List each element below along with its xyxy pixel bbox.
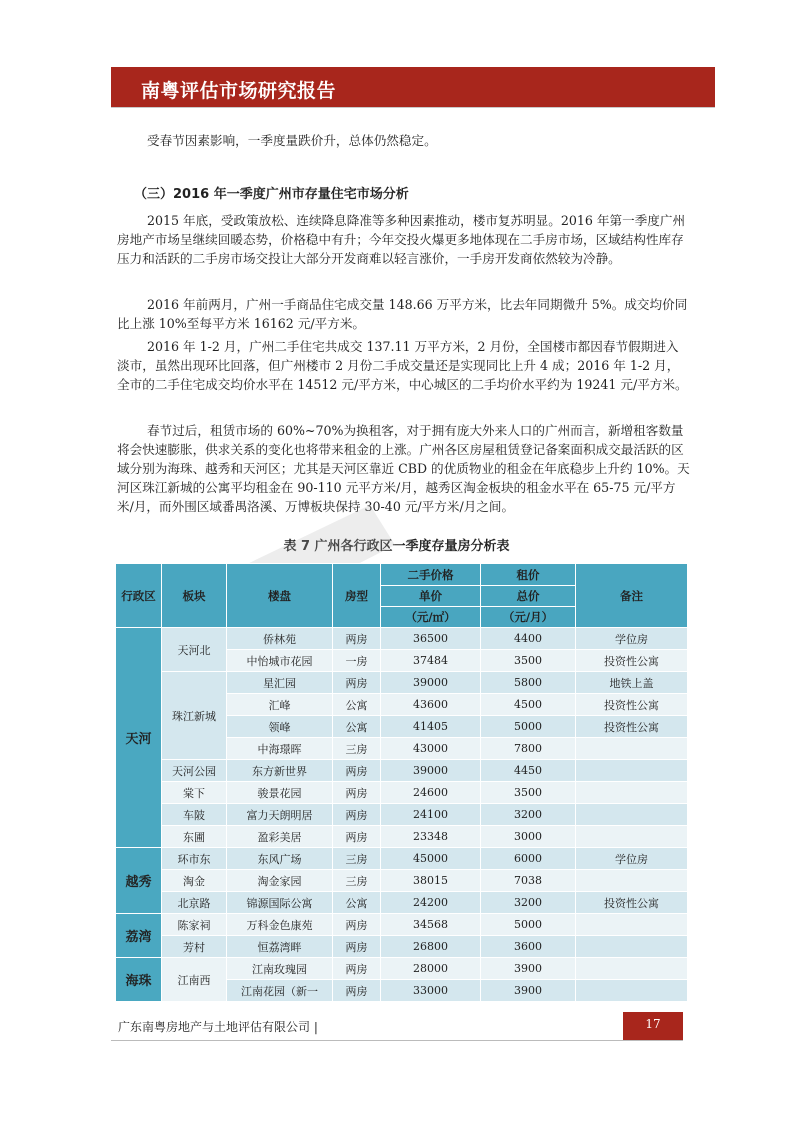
estate-cell: 江南玫瑰园 [227,958,333,980]
table-row [116,804,688,826]
remark-cell: 投资性公寓 [576,694,688,716]
rent-cell: 4450 [481,760,576,782]
type-cell: 两房 [333,782,381,804]
estate-cell: 中怡城市花园 [227,650,333,672]
page-number: 17 [645,1017,661,1031]
remark-cell [576,738,688,760]
unit-price-cell: 37484 [381,650,481,672]
block-cell: 芳村 [162,936,227,958]
remark-cell [576,936,688,958]
header-total-price-unit: （元/月） [481,607,576,628]
paragraph-1: 2015 年底，受政策放松、连续降息降准等多种因素推动，楼市复苏明显。2016 年第一季度广州房地产市场呈继续回暖态势，价格稳中有升；今年交投火爆更多地体现在二手房市场，区域结构性库存压力和活跃的二手房市场交投让大部分开发商难以轻言涨价，一手房开发商依然较为冷静。 [117,213,686,266]
block-cell: 车陂 [162,804,227,826]
unit-price-cell: 41405 [381,716,481,738]
header-unit-price: 单价 [381,586,481,607]
rent-cell: 4400 [481,628,576,650]
remark-cell [576,958,688,980]
type-cell: 三房 [333,848,381,870]
header-unit-price-unit: （元/㎡） [381,607,481,628]
unit-price-cell: 39000 [381,760,481,782]
estate-cell: 东方新世界 [227,760,333,782]
unit-price-cell: 26800 [381,936,481,958]
type-cell: 两房 [333,672,381,694]
remark-cell: 投资性公寓 [576,892,688,914]
table-row [116,914,688,936]
rent-cell: 3500 [481,782,576,804]
remark-cell [576,826,688,848]
stock-housing-table [115,563,688,1002]
estate-cell: 领峰 [227,716,333,738]
unit-price-cell: 45000 [381,848,481,870]
paragraph-3: 2016 年 1-2 月，广州二手住宅共成交 137.11 万平方米，2 月份，全国楼市都因春节假期进入淡市，虽然出现环比回落，但广州楼市 2 月份二手成交量还是实现同比上升 4 成；2016 年 1-2 月，全市的二手住宅成交均价水平在 14512 元/平方米，中心城区的二手均价水平约为 19241 元/平方米。 [117,339,688,392]
header-rent: 租价 [481,564,576,586]
footer-company: 广东南粤房地产与土地评估有限公司 | [118,1020,318,1034]
footer-divider [111,1040,683,1041]
rent-cell: 5000 [481,716,576,738]
paragraph-2: 2016 年前两月，广州一手商品住宅成交量 148.66 万平方米，比去年同期微升 5%。成交均价同比上涨 10%至每平方米 16162 元/平方米。 [117,297,688,331]
rent-cell: 5800 [481,672,576,694]
estate-cell: 盈彩美居 [227,826,333,848]
estate-cell: 江南花园（新一 [227,980,333,1002]
unit-price-cell: 24100 [381,804,481,826]
header-total-price: 总价 [481,586,576,607]
remark-cell [576,914,688,936]
estate-cell: 东风广场 [227,848,333,870]
section-heading: （三）2016 年一季度广州市存量住宅市场分析 [134,187,409,202]
estate-cell: 骏景花园 [227,782,333,804]
table-row [116,870,688,892]
block-cell: 东圃 [162,826,227,848]
header-type: 房型 [333,564,381,628]
unit-price-cell: 24200 [381,892,481,914]
remark-cell [576,980,688,1002]
block-cell: 陈家祠 [162,914,227,936]
table-row [116,936,688,958]
remark-cell [576,870,688,892]
rent-cell: 7038 [481,870,576,892]
header-divider [111,107,715,108]
type-cell: 两房 [333,804,381,826]
block-cell: 珠江新城 [162,672,227,760]
rent-cell: 3000 [481,826,576,848]
rent-cell: 5000 [481,914,576,936]
header-remark: 备注 [576,564,688,628]
header-block: 板块 [162,564,227,628]
type-cell: 两房 [333,760,381,782]
type-cell: 一房 [333,650,381,672]
remark-cell: 学位房 [576,848,688,870]
table-row [116,672,688,694]
type-cell: 两房 [333,826,381,848]
estate-cell: 淘金家园 [227,870,333,892]
type-cell: 两房 [333,914,381,936]
type-cell: 公寓 [333,892,381,914]
rent-cell: 7800 [481,738,576,760]
rent-cell: 3200 [481,892,576,914]
estate-cell: 富力天朗明居 [227,804,333,826]
rent-cell: 3900 [481,958,576,980]
type-cell: 两房 [333,628,381,650]
remark-cell [576,760,688,782]
unit-price-cell: 34568 [381,914,481,936]
table-row [116,892,688,914]
unit-price-cell: 39000 [381,672,481,694]
unit-price-cell: 33000 [381,980,481,1002]
unit-price-cell: 36500 [381,628,481,650]
rent-cell: 3500 [481,650,576,672]
table-row [116,628,688,650]
table-row [116,958,688,980]
intro-line: 受春节因素影响，一季度量跌价升，总体仍然稳定。 [147,133,437,148]
type-cell: 公寓 [333,716,381,738]
district-cell: 越秀 [116,848,162,914]
rent-cell: 3600 [481,936,576,958]
estate-cell: 星汇园 [227,672,333,694]
unit-price-cell: 43000 [381,738,481,760]
estate-cell: 锦源国际公寓 [227,892,333,914]
block-cell: 天河北 [162,628,227,672]
district-cell: 海珠 [116,958,162,1002]
rent-cell: 3200 [481,804,576,826]
header-estate: 楼盘 [227,564,333,628]
unit-price-cell: 43600 [381,694,481,716]
estate-cell: 侨林苑 [227,628,333,650]
estate-cell: 恒荔湾畔 [227,936,333,958]
remark-cell: 投资性公寓 [576,716,688,738]
block-cell: 天河公园 [162,760,227,782]
remark-cell: 地铁上盖 [576,672,688,694]
type-cell: 三房 [333,870,381,892]
block-cell: 江南西 [162,958,227,1002]
block-cell: 环市东 [162,848,227,870]
report-title: 南粤评估市场研究报告 [141,80,337,102]
block-cell: 北京路 [162,892,227,914]
unit-price-cell: 24600 [381,782,481,804]
rent-cell: 4500 [481,694,576,716]
header-district: 行政区 [116,564,162,628]
district-cell: 荔湾 [116,914,162,958]
header-second-hand-price: 二手价格 [381,564,481,586]
table-row [116,782,688,804]
table-row [116,760,688,782]
block-cell: 淘金 [162,870,227,892]
unit-price-cell: 28000 [381,958,481,980]
remark-cell: 投资性公寓 [576,650,688,672]
type-cell: 三房 [333,738,381,760]
estate-cell: 汇峰 [227,694,333,716]
unit-price-cell: 38015 [381,870,481,892]
table-row [116,848,688,870]
rent-cell: 3900 [481,980,576,1002]
type-cell: 两房 [333,936,381,958]
unit-price-cell: 23348 [381,826,481,848]
estate-cell: 中海璟晖 [227,738,333,760]
table-caption: 表 7 广州各行政区一季度存量房分析表 [283,539,510,554]
remark-cell [576,782,688,804]
remark-cell: 学位房 [576,628,688,650]
block-cell: 棠下 [162,782,227,804]
rent-cell: 6000 [481,848,576,870]
table-row [116,826,688,848]
district-cell: 天河 [116,628,162,848]
paragraph-4: 春节过后，租赁市场的 60%~70%为换租客，对于拥有庞大外来人口的广州而言，新增租客数量将会快速膨胀，供求关系的变化也将带来租金的上涨。广州各区房屋租赁登记备案面积成交最活跃的区域分别为海珠、越秀和天河区；尤其是天河区靠近 CBD 的优质物业的租金在年底稳步上升约 10%。天河区珠江新城的公寓平均租金在 90-110 元平方米/月，越秀区淘金板块的租金水平在 65-75 元/平方米/月，而外围区域番禺洛溪、万博板块保持 30-40 元/平方米/月之间。 [117,423,690,514]
type-cell: 两房 [333,958,381,980]
estate-cell: 万科金色康苑 [227,914,333,936]
type-cell: 公寓 [333,694,381,716]
remark-cell [576,804,688,826]
type-cell: 两房 [333,980,381,1002]
